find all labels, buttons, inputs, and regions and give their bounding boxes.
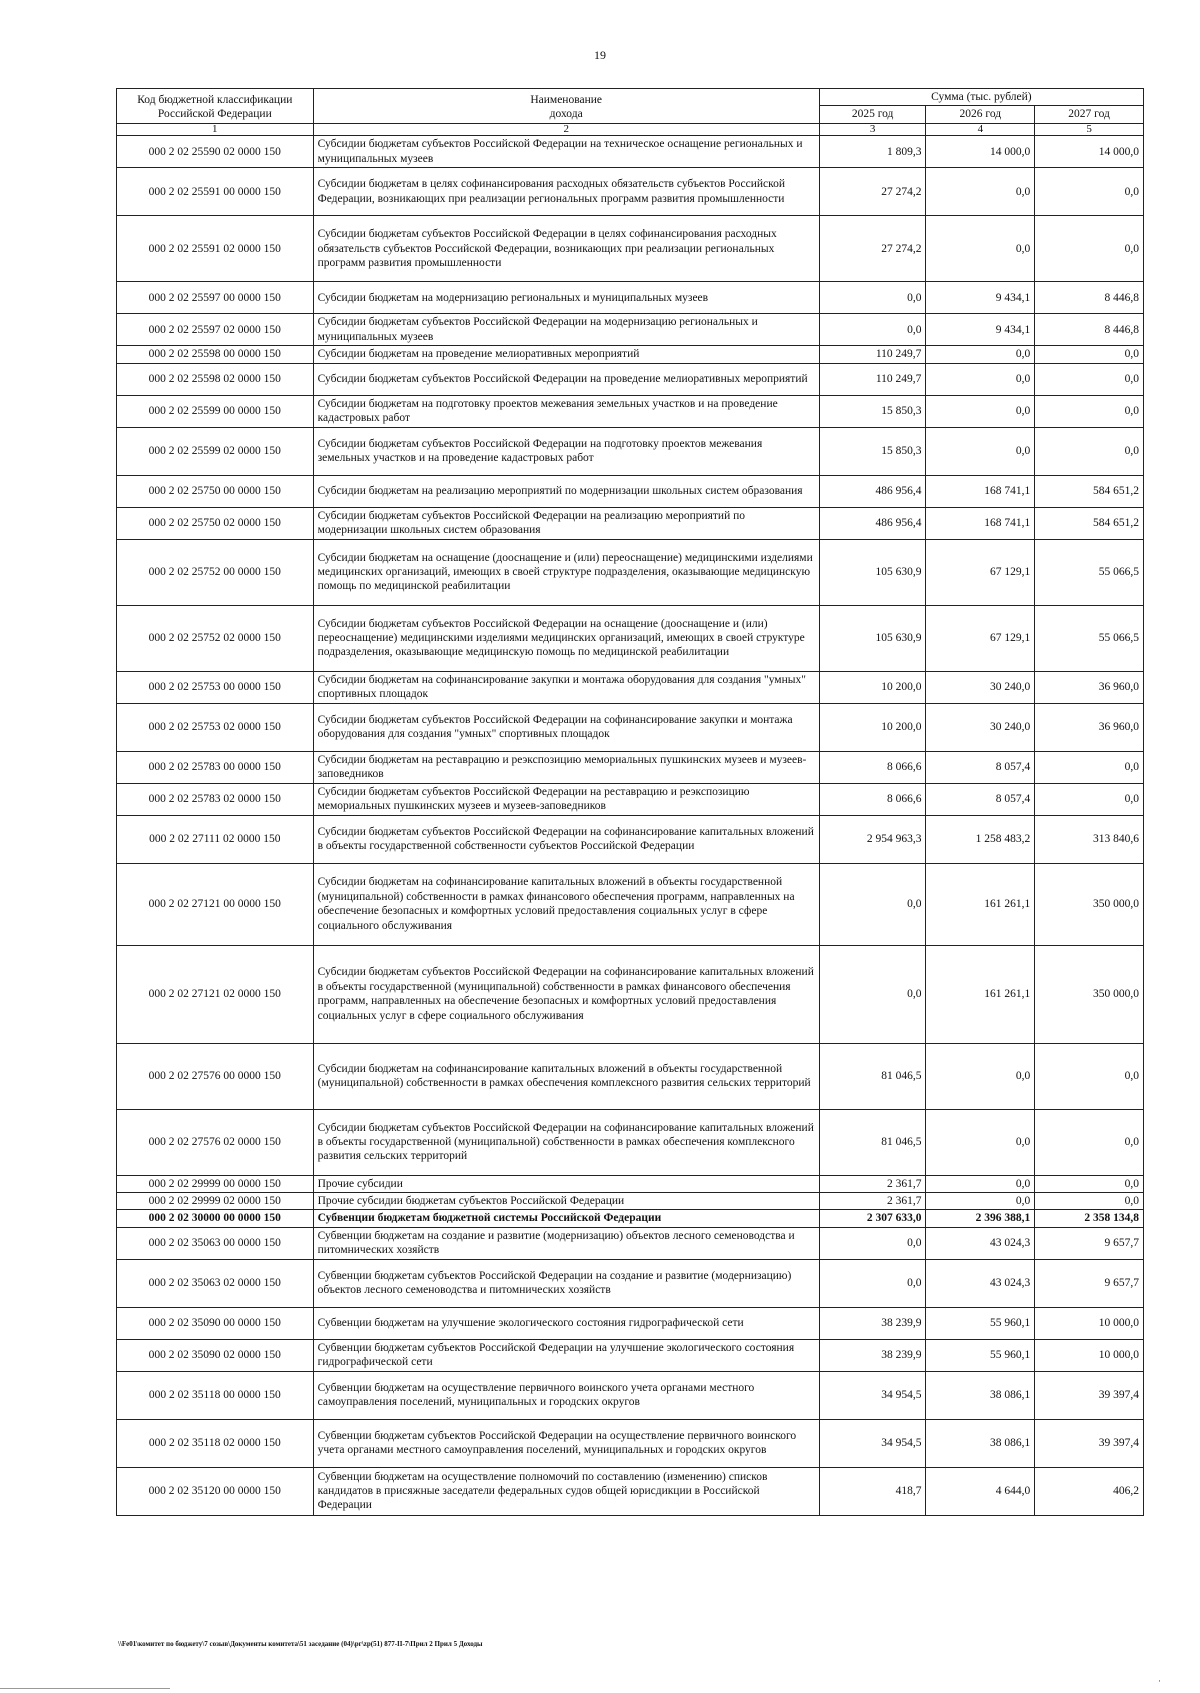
row-value-2027: 350 000,0 bbox=[1035, 945, 1144, 1043]
row-value-2025: 10 200,0 bbox=[819, 703, 926, 751]
table-row bbox=[117, 216, 1144, 282]
row-name: Прочие субсидии бюджетам субъектов Российской Федерации bbox=[313, 1193, 819, 1210]
table-row bbox=[117, 136, 1144, 168]
row-value-2027: 55 066,5 bbox=[1035, 605, 1144, 671]
row-code: 000 2 02 25597 00 0000 150 bbox=[117, 282, 314, 314]
row-name: Субсидии бюджетам субъектов Российской Федерации на софинансирование капитальных вложений в объекты государственной собственности субъектов Российской Федерации bbox=[313, 815, 819, 863]
row-name: Субвенции бюджетам на создание и развитие (модернизацию) объектов лесного семеноводства и питомнических хозяйств bbox=[313, 1227, 819, 1259]
year-2026-header: 2026 год bbox=[926, 106, 1035, 123]
row-value-2025: 15 850,3 bbox=[819, 427, 926, 475]
row-value-2025: 2 361,7 bbox=[819, 1193, 926, 1210]
footer-file-path: \\Fe01\комитет по бюджету\7 созыв\Документы комитета\51 заседание (04)\рг\zp(51) 877-II-7\Прил 2 Прил 5 Доходы bbox=[118, 1640, 483, 1648]
row-value-2026: 168 741,1 bbox=[926, 475, 1035, 507]
column-index: 3 bbox=[819, 123, 926, 136]
row-value-2027: 39 397,4 bbox=[1035, 1419, 1144, 1467]
table-row bbox=[117, 507, 1144, 539]
code-column-header: Код бюджетной классификации Российской Федерации bbox=[117, 89, 314, 124]
row-value-2025: 0,0 bbox=[819, 863, 926, 945]
row-value-2027: 0,0 bbox=[1035, 1193, 1144, 1210]
table-row bbox=[117, 395, 1144, 427]
row-value-2025: 81 046,5 bbox=[819, 1109, 926, 1175]
row-name: Субвенции бюджетам на осуществление полномочий по составлению (изменению) списков кандидатов в присяжные заседатели федеральных судов общей юрисдикции в Российской Федерации bbox=[313, 1467, 819, 1515]
row-code: 000 2 02 35120 00 0000 150 bbox=[117, 1467, 314, 1515]
table-row bbox=[117, 863, 1144, 945]
table-row bbox=[117, 363, 1144, 395]
row-value-2026: 0,0 bbox=[926, 427, 1035, 475]
row-value-2026: 8 057,4 bbox=[926, 783, 1035, 815]
row-value-2025: 2 954 963,3 bbox=[819, 815, 926, 863]
table-row bbox=[117, 671, 1144, 703]
row-code: 000 2 02 27576 00 0000 150 bbox=[117, 1043, 314, 1109]
row-value-2027: 9 657,7 bbox=[1035, 1259, 1144, 1307]
row-value-2026: 4 644,0 bbox=[926, 1467, 1035, 1515]
revenue-table bbox=[116, 88, 1144, 1516]
row-value-2027: 0,0 bbox=[1035, 1175, 1144, 1192]
table-row bbox=[117, 282, 1144, 314]
row-name: Прочие субсидии bbox=[313, 1175, 819, 1192]
row-value-2026: 0,0 bbox=[926, 395, 1035, 427]
page-number: 19 bbox=[594, 48, 606, 62]
row-value-2027: 0,0 bbox=[1035, 363, 1144, 395]
row-value-2027: 36 960,0 bbox=[1035, 703, 1144, 751]
column-index: 4 bbox=[926, 123, 1035, 136]
row-name: Субсидии бюджетам субъектов Российской Федерации на софинансирование капитальных вложений в объекты государственной (муниципальной) собственности в рамках финансового обеспечения программ, направленных на обеспечение безопасных и комфортных условий предоставления социальных услуг в сфере социального обслуживания bbox=[313, 945, 819, 1043]
row-code: 000 2 02 35063 00 0000 150 bbox=[117, 1227, 314, 1259]
table-row bbox=[117, 751, 1144, 783]
row-name: Субвенции бюджетам субъектов Российской Федерации на создание и развитие (модернизацию) объектов лесного семеноводства и питомнических хозяйств bbox=[313, 1259, 819, 1307]
row-name: Субсидии бюджетам субъектов Российской Федерации на софинансирование капитальных вложений в объекты государственной (муниципальной) собственности в рамках обеспечения комплексного развития сельских территорий bbox=[313, 1109, 819, 1175]
row-value-2027: 0,0 bbox=[1035, 1043, 1144, 1109]
row-value-2027: 36 960,0 bbox=[1035, 671, 1144, 703]
row-value-2026: 1 258 483,2 bbox=[926, 815, 1035, 863]
row-value-2026: 0,0 bbox=[926, 1193, 1035, 1210]
table-body bbox=[117, 136, 1144, 1516]
column-index: 5 bbox=[1035, 123, 1144, 136]
row-value-2027: 406,2 bbox=[1035, 1467, 1144, 1515]
row-value-2026: 43 024,3 bbox=[926, 1259, 1035, 1307]
row-value-2026: 30 240,0 bbox=[926, 671, 1035, 703]
row-value-2027: 0,0 bbox=[1035, 168, 1144, 216]
row-value-2025: 34 954,5 bbox=[819, 1371, 926, 1419]
row-name: Субсидии бюджетам субъектов Российской Федерации на реставрацию и реэкспозицию мемориальных пушкинских музеев и музеев-заповедников bbox=[313, 783, 819, 815]
row-value-2026: 67 129,1 bbox=[926, 539, 1035, 605]
table-row bbox=[117, 945, 1144, 1043]
row-code: 000 2 02 35090 02 0000 150 bbox=[117, 1339, 314, 1371]
row-value-2027: 8 446,8 bbox=[1035, 314, 1144, 346]
row-value-2027: 0,0 bbox=[1035, 1109, 1144, 1175]
table-row bbox=[117, 1339, 1144, 1371]
row-value-2026: 38 086,1 bbox=[926, 1371, 1035, 1419]
name-header-line-1: Наименование bbox=[530, 94, 603, 106]
row-code: 000 2 02 25598 00 0000 150 bbox=[117, 346, 314, 363]
year-2027-header: 2027 год bbox=[1035, 106, 1144, 123]
row-code: 000 2 02 25597 02 0000 150 bbox=[117, 314, 314, 346]
row-value-2025: 0,0 bbox=[819, 945, 926, 1043]
row-code: 000 2 02 25598 02 0000 150 bbox=[117, 363, 314, 395]
row-value-2026: 55 960,1 bbox=[926, 1339, 1035, 1371]
row-code: 000 2 02 25591 02 0000 150 bbox=[117, 216, 314, 282]
row-value-2026: 2 396 388,1 bbox=[926, 1210, 1035, 1227]
row-value-2027: 584 651,2 bbox=[1035, 475, 1144, 507]
row-value-2027: 39 397,4 bbox=[1035, 1371, 1144, 1419]
header-row bbox=[117, 89, 1144, 106]
row-value-2025: 0,0 bbox=[819, 314, 926, 346]
row-code: 000 2 02 35090 00 0000 150 bbox=[117, 1307, 314, 1339]
row-value-2025: 0,0 bbox=[819, 282, 926, 314]
row-name: Субсидии бюджетам на реставрацию и реэкспозицию мемориальных пушкинских музеев и музеев-заповедников bbox=[313, 751, 819, 783]
table-row bbox=[117, 703, 1144, 751]
table-row bbox=[117, 815, 1144, 863]
row-value-2026: 55 960,1 bbox=[926, 1307, 1035, 1339]
row-value-2025: 105 630,9 bbox=[819, 539, 926, 605]
row-value-2027: 313 840,6 bbox=[1035, 815, 1144, 863]
row-code: 000 2 02 35063 02 0000 150 bbox=[117, 1259, 314, 1307]
row-value-2026: 43 024,3 bbox=[926, 1227, 1035, 1259]
row-name: Субсидии бюджетам на оснащение (дооснащение и (или) переоснащение) медицинскими изделиями медицинских организаций, имеющих в своей структуре подразделения, оказывающие медицинскую помощь по медицинской реабилитации bbox=[313, 539, 819, 605]
row-value-2026: 14 000,0 bbox=[926, 136, 1035, 168]
row-value-2025: 110 249,7 bbox=[819, 346, 926, 363]
row-name: Субвенции бюджетам субъектов Российской Федерации на улучшение экологического состояния гидрографической сети bbox=[313, 1339, 819, 1371]
row-value-2026: 168 741,1 bbox=[926, 507, 1035, 539]
row-code: 000 2 02 25599 02 0000 150 bbox=[117, 427, 314, 475]
row-name: Субсидии бюджетам на софинансирование капитальных вложений в объекты государственной (муниципальной) собственности в рамках обеспечения комплексного развития сельских территорий bbox=[313, 1043, 819, 1109]
row-value-2027: 8 446,8 bbox=[1035, 282, 1144, 314]
table-row bbox=[117, 1109, 1144, 1175]
column-index: 1 bbox=[117, 123, 314, 136]
row-code: 000 2 02 25753 00 0000 150 bbox=[117, 671, 314, 703]
table-row bbox=[117, 605, 1144, 671]
row-value-2025: 418,7 bbox=[819, 1467, 926, 1515]
row-code: 000 2 02 35118 02 0000 150 bbox=[117, 1419, 314, 1467]
row-code: 000 2 02 25752 00 0000 150 bbox=[117, 539, 314, 605]
row-value-2027: 14 000,0 bbox=[1035, 136, 1144, 168]
row-code: 000 2 02 25590 02 0000 150 bbox=[117, 136, 314, 168]
row-code: 000 2 02 29999 02 0000 150 bbox=[117, 1193, 314, 1210]
table-row bbox=[117, 1419, 1144, 1467]
amount-column-header: Сумма (тыс. рублей) bbox=[819, 89, 1143, 106]
row-value-2025: 0,0 bbox=[819, 1259, 926, 1307]
row-value-2026: 0,0 bbox=[926, 1043, 1035, 1109]
row-value-2025: 38 239,9 bbox=[819, 1339, 926, 1371]
row-value-2025: 0,0 bbox=[819, 1227, 926, 1259]
table-row bbox=[117, 783, 1144, 815]
row-name: Субсидии бюджетам на реализацию мероприятий по модернизации школьных систем образования bbox=[313, 475, 819, 507]
row-code: 000 2 02 25783 02 0000 150 bbox=[117, 783, 314, 815]
row-code: 000 2 02 27576 02 0000 150 bbox=[117, 1109, 314, 1175]
row-value-2027: 2 358 134,8 bbox=[1035, 1210, 1144, 1227]
row-name: Субвенции бюджетам бюджетной системы Российской Федерации bbox=[313, 1210, 819, 1227]
row-name: Субсидии бюджетам на софинансирование закупки и монтажа оборудования для создания "умных" спортивных площадок bbox=[313, 671, 819, 703]
table-row bbox=[117, 1371, 1144, 1419]
row-value-2025: 110 249,7 bbox=[819, 363, 926, 395]
row-value-2025: 27 274,2 bbox=[819, 216, 926, 282]
row-name: Субсидии бюджетам субъектов Российской Федерации на оснащение (дооснащение и (или) переоснащение) медицинскими изделиями медицинских организаций, имеющих в своей структуре подразделения, оказывающие медицинскую помощь по медицинской реабилитации bbox=[313, 605, 819, 671]
row-code: 000 2 02 25599 00 0000 150 bbox=[117, 395, 314, 427]
row-value-2027: 55 066,5 bbox=[1035, 539, 1144, 605]
row-value-2026: 161 261,1 bbox=[926, 945, 1035, 1043]
row-value-2026: 30 240,0 bbox=[926, 703, 1035, 751]
row-value-2025: 2 361,7 bbox=[819, 1175, 926, 1192]
column-index: 2 bbox=[313, 123, 819, 136]
row-code: 000 2 02 27121 00 0000 150 bbox=[117, 863, 314, 945]
table-row bbox=[117, 539, 1144, 605]
row-value-2025: 10 200,0 bbox=[819, 671, 926, 703]
row-value-2026: 9 434,1 bbox=[926, 282, 1035, 314]
table-row bbox=[117, 475, 1144, 507]
row-code: 000 2 02 25750 00 0000 150 bbox=[117, 475, 314, 507]
column-index-row bbox=[117, 123, 1144, 136]
row-value-2027: 0,0 bbox=[1035, 751, 1144, 783]
row-value-2026: 0,0 bbox=[926, 363, 1035, 395]
row-value-2027: 0,0 bbox=[1035, 427, 1144, 475]
row-value-2025: 486 956,4 bbox=[819, 507, 926, 539]
row-value-2027: 0,0 bbox=[1035, 783, 1144, 815]
row-value-2026: 0,0 bbox=[926, 1175, 1035, 1192]
row-value-2025: 1 809,3 bbox=[819, 136, 926, 168]
row-code: 000 2 02 25752 02 0000 150 bbox=[117, 605, 314, 671]
row-value-2026: 8 057,4 bbox=[926, 751, 1035, 783]
row-value-2025: 105 630,9 bbox=[819, 605, 926, 671]
row-value-2025: 8 066,6 bbox=[819, 751, 926, 783]
row-value-2026: 0,0 bbox=[926, 168, 1035, 216]
row-name: Субсидии бюджетам в целях софинансирования расходных обязательств субъектов Российской Федерации, возникающих при реализации региональных программ развития промышленности bbox=[313, 168, 819, 216]
row-value-2027: 0,0 bbox=[1035, 216, 1144, 282]
row-code: 000 2 02 29999 00 0000 150 bbox=[117, 1175, 314, 1192]
table-row bbox=[117, 427, 1144, 475]
row-name: Субсидии бюджетам субъектов Российской Федерации на проведение мелиоративных мероприятий bbox=[313, 363, 819, 395]
row-value-2026: 67 129,1 bbox=[926, 605, 1035, 671]
name-column-header bbox=[313, 89, 819, 124]
row-code: 000 2 02 35118 00 0000 150 bbox=[117, 1371, 314, 1419]
row-name: Субсидии бюджетам субъектов Российской Федерации на реализацию мероприятий по модернизации школьных систем образования bbox=[313, 507, 819, 539]
table-row bbox=[117, 346, 1144, 363]
row-code: 000 2 02 25753 02 0000 150 bbox=[117, 703, 314, 751]
row-value-2026: 38 086,1 bbox=[926, 1419, 1035, 1467]
row-value-2026: 0,0 bbox=[926, 346, 1035, 363]
row-name: Субсидии бюджетам на модернизацию региональных и муниципальных музеев bbox=[313, 282, 819, 314]
table-row bbox=[117, 1307, 1144, 1339]
table-row bbox=[117, 1175, 1144, 1192]
row-name: Субвенции бюджетам субъектов Российской Федерации на осуществление первичного воинского учета органами местного самоуправления поселений, муниципальных и городских округов bbox=[313, 1419, 819, 1467]
row-name: Субсидии бюджетам субъектов Российской Федерации на модернизацию региональных и муниципальных музеев bbox=[313, 314, 819, 346]
row-name: Субсидии бюджетам на подготовку проектов межевания земельных участков и на проведение кадастровых работ bbox=[313, 395, 819, 427]
table-row bbox=[117, 168, 1144, 216]
row-value-2027: 0,0 bbox=[1035, 346, 1144, 363]
footer-rule bbox=[0, 1688, 170, 1689]
row-code: 000 2 02 27121 02 0000 150 bbox=[117, 945, 314, 1043]
row-value-2025: 8 066,6 bbox=[819, 783, 926, 815]
row-value-2027: 350 000,0 bbox=[1035, 863, 1144, 945]
row-value-2027: 9 657,7 bbox=[1035, 1227, 1144, 1259]
row-value-2025: 2 307 633,0 bbox=[819, 1210, 926, 1227]
table-row bbox=[117, 1227, 1144, 1259]
table-row bbox=[117, 1259, 1144, 1307]
row-name: Субсидии бюджетам субъектов Российской Федерации в целях софинансирования расходных обязательств субъектов Российской Федерации, возникающих при реализации региональных программ развития промышленности bbox=[313, 216, 819, 282]
row-value-2026: 9 434,1 bbox=[926, 314, 1035, 346]
name-header-line-2: дохода bbox=[549, 108, 583, 121]
row-value-2027: 10 000,0 bbox=[1035, 1339, 1144, 1371]
row-name: Субсидии бюджетам на софинансирование капитальных вложений в объекты государственной (муниципальной) собственности в рамках финансового обеспечения программ, направленных на обеспечение безопасных и комфортных условий предоставления социальных услуг в сфере социального обслуживания bbox=[313, 863, 819, 945]
row-name: Субвенции бюджетам на осуществление первичного воинского учета органами местного самоуправления поселений, муниципальных и городских округов bbox=[313, 1371, 819, 1419]
row-value-2025: 15 850,3 bbox=[819, 395, 926, 427]
row-name: Субсидии бюджетам на проведение мелиоративных мероприятий bbox=[313, 346, 819, 363]
row-code: 000 2 02 25750 02 0000 150 bbox=[117, 507, 314, 539]
row-code: 000 2 02 25591 00 0000 150 bbox=[117, 168, 314, 216]
table-row bbox=[117, 1193, 1144, 1210]
table-row bbox=[117, 1210, 1144, 1227]
table-row bbox=[117, 1043, 1144, 1109]
row-name: Субвенции бюджетам на улучшение экологического состояния гидрографической сети bbox=[313, 1307, 819, 1339]
year-2025-header: 2025 год bbox=[819, 106, 926, 123]
row-code: 000 2 02 25783 00 0000 150 bbox=[117, 751, 314, 783]
corner-mark: · bbox=[1158, 1676, 1161, 1686]
row-value-2025: 486 956,4 bbox=[819, 475, 926, 507]
row-name: Субсидии бюджетам субъектов Российской Федерации на техническое оснащение региональных и муниципальных музеев bbox=[313, 136, 819, 168]
table-row bbox=[117, 314, 1144, 346]
row-value-2026: 0,0 bbox=[926, 1109, 1035, 1175]
row-name: Субсидии бюджетам субъектов Российской Федерации на подготовку проектов межевания земельных участков и на проведение кадастровых работ bbox=[313, 427, 819, 475]
row-value-2026: 0,0 bbox=[926, 216, 1035, 282]
row-value-2025: 81 046,5 bbox=[819, 1043, 926, 1109]
row-value-2025: 27 274,2 bbox=[819, 168, 926, 216]
row-value-2025: 38 239,9 bbox=[819, 1307, 926, 1339]
row-code: 000 2 02 27111 02 0000 150 bbox=[117, 815, 314, 863]
row-name: Субсидии бюджетам субъектов Российской Федерации на софинансирование закупки и монтажа оборудования для создания "умных" спортивных площадок bbox=[313, 703, 819, 751]
row-value-2027: 10 000,0 bbox=[1035, 1307, 1144, 1339]
row-value-2027: 0,0 bbox=[1035, 395, 1144, 427]
row-value-2026: 161 261,1 bbox=[926, 863, 1035, 945]
table-row bbox=[117, 1467, 1144, 1515]
row-value-2027: 584 651,2 bbox=[1035, 507, 1144, 539]
row-value-2025: 34 954,5 bbox=[819, 1419, 926, 1467]
row-code: 000 2 02 30000 00 0000 150 bbox=[117, 1210, 314, 1227]
